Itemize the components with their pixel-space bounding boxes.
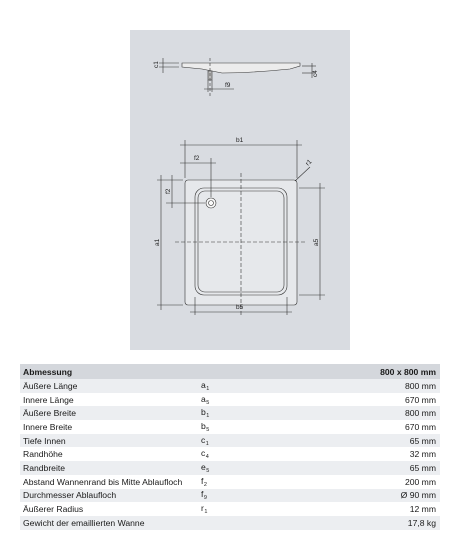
side-profile: [159, 58, 316, 96]
symbol-subscript: 5: [206, 467, 210, 474]
table-row: [20, 475, 440, 489]
symbol-letter: c: [201, 434, 206, 445]
symbol-letter: f: [201, 475, 204, 486]
symbol-subscript: 5: [206, 426, 210, 433]
row-value: 800 mm: [345, 379, 440, 393]
row-label: Tiefe Innen: [20, 434, 195, 448]
label-b1: b1: [236, 137, 244, 144]
row-value: 670 mm: [404, 394, 436, 405]
symbol-letter: b: [201, 407, 206, 418]
label-a5: a5: [313, 238, 320, 246]
row-value: 200 mm: [404, 476, 436, 487]
label-c4: c4: [312, 70, 319, 77]
symbol-letter: a: [201, 379, 206, 390]
table-row: [20, 461, 440, 475]
row-symbol: [195, 475, 345, 489]
row-value: 12 mm: [409, 504, 436, 515]
technical-drawing-panel: [130, 30, 350, 350]
symbol-subscript: 1: [206, 413, 210, 420]
row-symbol: [195, 406, 345, 420]
row-symbol: [195, 461, 345, 475]
header-label: Abmessung: [20, 364, 195, 379]
symbol-subscript: 1: [204, 509, 208, 516]
symbol-letter: r: [201, 503, 204, 514]
label-c1: c1: [153, 61, 160, 68]
row-value: 800 mm: [345, 406, 440, 420]
row-symbol: [195, 516, 345, 530]
row-label: Innere Breite: [23, 421, 73, 432]
symbol-letter: b: [201, 420, 206, 431]
row-label: Innere Länge: [23, 394, 74, 405]
symbol-subscript: 5: [206, 399, 210, 406]
table-row: [20, 502, 440, 516]
row-label: Äußere Breite: [20, 406, 195, 420]
table-row: [20, 406, 440, 420]
label-f2-horizontal: f2: [194, 155, 200, 162]
label-r1: r1: [304, 158, 314, 168]
table-row: [20, 393, 440, 407]
symbol-subscript: 9: [203, 495, 207, 502]
row-label: Äußerer Radius: [23, 504, 84, 515]
row-value: Ø 90 mm: [345, 489, 440, 503]
symbol-letter: f: [201, 489, 204, 500]
label-b5: b5: [236, 304, 244, 311]
row-symbol: [195, 393, 345, 407]
table-row: [20, 420, 440, 434]
row-label: Äußere Länge: [20, 379, 195, 393]
table-row: [20, 489, 440, 503]
symbol-letter: c: [201, 448, 206, 459]
row-value: 65 mm: [345, 434, 440, 448]
symbol-subscript: 4: [205, 454, 209, 461]
symbol-letter: e: [201, 461, 206, 472]
row-label: Abstand Wannenrand bis Mitte Ablaufloch: [23, 476, 183, 487]
row-symbol: [195, 434, 345, 448]
row-label: Randbreite: [20, 461, 195, 475]
table-row: [20, 516, 440, 530]
row-symbol: [195, 379, 345, 393]
label-f2-vertical: f2: [165, 188, 172, 194]
row-symbol: [195, 489, 345, 503]
label-f9: f9: [225, 82, 231, 89]
row-value: 17,8 kg: [345, 516, 440, 530]
row-label: Durchmesser Ablaufloch: [20, 489, 195, 503]
symbol-subscript: 1: [206, 385, 210, 392]
row-symbol: [195, 447, 345, 461]
dimensions-table: [20, 364, 440, 530]
header-value: 800 x 800 mm: [345, 364, 440, 379]
shower-tray-drawing: [130, 30, 350, 350]
row-symbol: [195, 502, 345, 516]
row-value: 32 mm: [409, 449, 436, 460]
plan-view: [157, 140, 325, 315]
symbol-subscript: 2: [203, 481, 207, 488]
table-row: [20, 379, 440, 393]
label-a1: a1: [154, 238, 161, 246]
table-row: [20, 434, 440, 448]
symbol-subscript: 1: [205, 440, 209, 447]
row-label: Gewicht der emaillierten Wanne: [20, 516, 195, 530]
table-row: [20, 447, 440, 461]
table-header-row: [20, 364, 440, 379]
row-value: 670 mm: [404, 421, 436, 432]
row-symbol: [195, 420, 345, 434]
symbol-letter: a: [201, 393, 206, 404]
row-value: 65 mm: [345, 461, 440, 475]
row-label: Randhöhe: [23, 449, 63, 460]
